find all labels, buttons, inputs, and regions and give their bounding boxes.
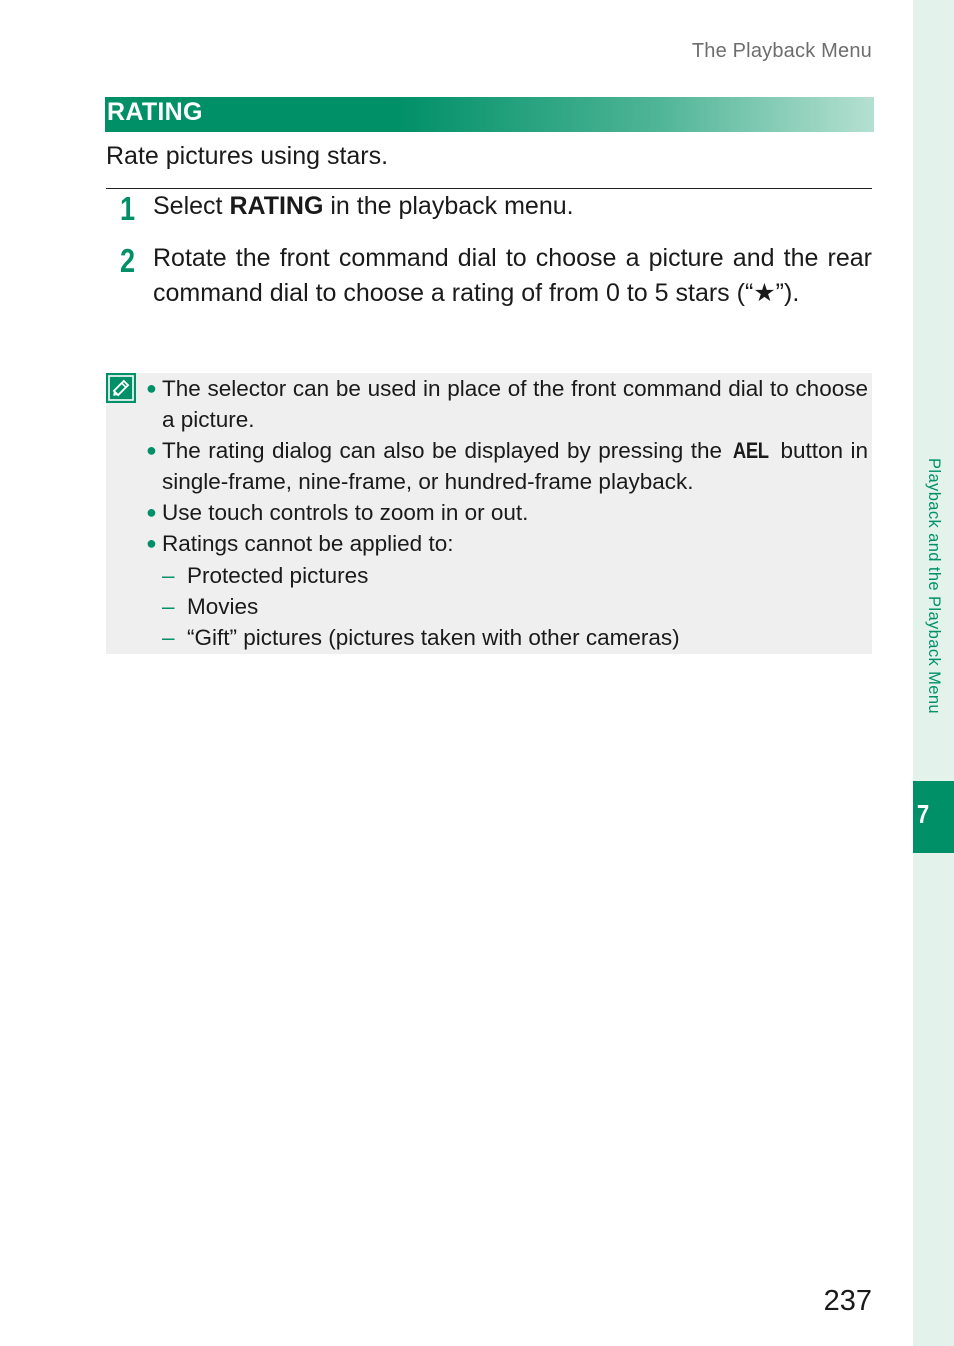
note-sub-item-3: [162, 622, 680, 653]
section-title: RATING: [107, 98, 203, 126]
bullet-dot: ●: [146, 378, 157, 398]
note-box: [106, 373, 872, 654]
step-1-menu-item: RATING: [229, 192, 324, 220]
step-1-text: [153, 189, 872, 224]
step-2-text: Rotate the front command dial to choose a picture and the rear command dial to choose a rating of from 0 to 5 stars (“★”).: [153, 244, 872, 307]
ael-button-label: AEL: [733, 438, 770, 463]
note-bullet-3: [146, 497, 868, 528]
bullet-dot: ●: [146, 502, 157, 522]
dash-marker: –: [162, 625, 175, 650]
bullet-dot: ●: [146, 533, 157, 553]
note-bullet-4: [146, 528, 868, 559]
step-2-number: 2: [120, 242, 136, 279]
note-sub-item-1-text: Protected pictures: [187, 563, 369, 588]
bullet-dot: ●: [146, 440, 157, 460]
step-1-text-before: Select: [153, 192, 230, 220]
section-title-bar: [105, 97, 874, 132]
note-bullet-1-text: The selector can be used in place of the front command dial to choose a picture.: [162, 376, 868, 432]
note-sub-item-1: [162, 560, 368, 591]
dash-marker: –: [162, 563, 175, 588]
running-head: The Playback Menu: [691, 40, 872, 62]
note-sub-item-3-text: “Gift” pictures (pictures taken with other cameras): [187, 625, 680, 650]
note-bullet-2-text-after: button in single-frame, nine-frame, or hundred-frame playback.: [162, 438, 868, 494]
chapter-number: 7: [916, 799, 930, 829]
step-1-number: 1: [120, 190, 136, 227]
chapter-tab[interactable]: [913, 781, 954, 853]
section-intro: Rate pictures using stars.: [106, 142, 389, 170]
note-pencil-icon: [106, 373, 136, 403]
note-bullet-3-text: Use touch controls to zoom in or out.: [162, 500, 529, 525]
dash-marker: –: [162, 594, 175, 619]
note-sub-item-2-text: Movies: [187, 594, 259, 619]
note-bullet-2-text-before: The rating dialog can also be displayed by pressing the: [162, 438, 730, 463]
note-bullet-1: [146, 373, 868, 435]
side-tab-label: Playback and the Playback Menu: [925, 458, 943, 714]
step-1-text-after: in the playback menu.: [323, 192, 574, 220]
note-sub-item-2: [162, 591, 258, 622]
note-bullet-4-text: Ratings cannot be applied to:: [162, 531, 454, 556]
note-bullet-2-text: [162, 435, 868, 497]
note-bullet-2: [146, 435, 868, 497]
page-number: 237: [823, 1285, 872, 1317]
